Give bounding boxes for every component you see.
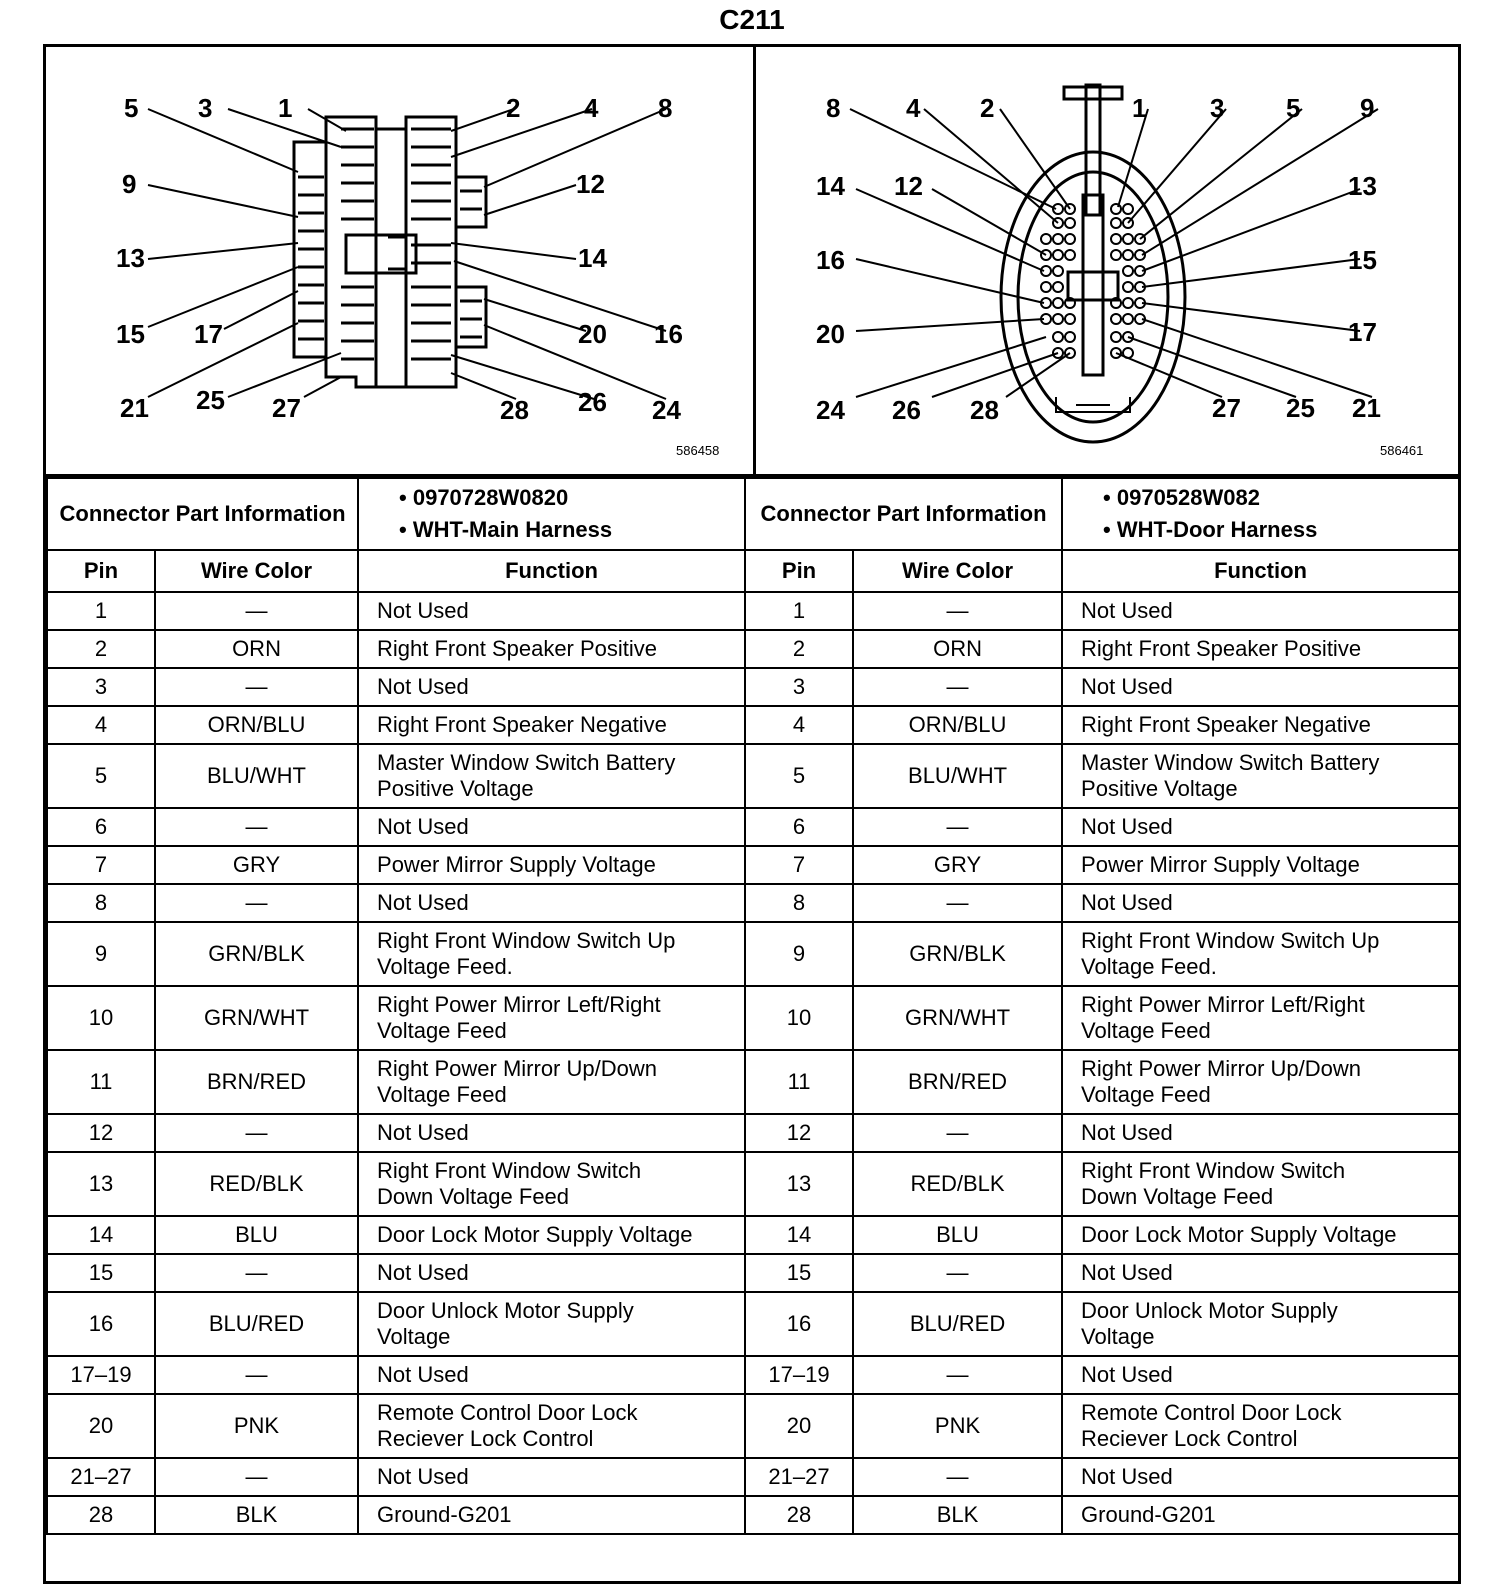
function-line: Not Used (377, 814, 469, 839)
right-pin-label: 1 (1132, 93, 1147, 123)
connector-title: C211 (719, 4, 785, 35)
right-pin-label: 12 (894, 171, 923, 201)
left-pin-label: 26 (578, 387, 607, 417)
pin-cell: 6 (47, 808, 155, 846)
function-cell (358, 986, 745, 1050)
wire-color-cell: — (853, 1458, 1062, 1496)
function-line: Down Voltage Feed (1081, 1184, 1274, 1209)
pin-cell: 10 (47, 986, 155, 1050)
pin-cell: 14 (745, 1216, 853, 1254)
function-cell (1062, 1216, 1459, 1254)
main-harness-connector-drawing (46, 47, 753, 474)
wire-color-cell: GRY (155, 846, 358, 884)
pin-cell: 3 (47, 668, 155, 706)
right-pin-label: 13 (1348, 171, 1377, 201)
pin-cell: 9 (47, 922, 155, 986)
function-line: Not Used (1081, 814, 1173, 839)
pin-cell: 21–27 (47, 1458, 155, 1496)
function-line: Not Used (1081, 1120, 1173, 1145)
function-line: Right Front Speaker Negative (1081, 712, 1371, 737)
pin-cell: 4 (745, 706, 853, 744)
table-row (47, 706, 1459, 744)
pin-cell: 11 (745, 1050, 853, 1114)
function-line: Voltage (377, 1324, 451, 1349)
table-row (47, 1114, 1459, 1152)
pin-cell: 16 (47, 1292, 155, 1356)
function-line: Reciever Lock Control (377, 1426, 594, 1451)
function-line: Door Unlock Motor Supply (1081, 1298, 1338, 1323)
wire-color-cell: ORN (155, 630, 358, 668)
function-cell (358, 630, 745, 668)
right-pin-label: 20 (816, 319, 845, 349)
left-pin-label: 4 (584, 93, 599, 123)
pin-cell: 14 (47, 1216, 155, 1254)
function-line: Right Front Window Switch (377, 1158, 642, 1183)
pin-cell: 1 (47, 592, 155, 630)
wire-color-cell: — (155, 592, 358, 630)
wire-color-cell: BLK (853, 1496, 1062, 1534)
right-pin-label: 17 (1348, 317, 1377, 347)
wire-color-cell: — (155, 1458, 358, 1496)
right-pin-label: 15 (1348, 245, 1377, 275)
function-line: Right Front Window Switch Up (377, 928, 676, 953)
function-cell (1062, 1292, 1459, 1356)
table-row (47, 846, 1459, 884)
right-diagram-ref: 586461 (1380, 443, 1424, 458)
pin-cell: 13 (745, 1152, 853, 1216)
left-pin-label: 9 (122, 169, 137, 199)
left-connector-info-label: Connector Part Information (47, 478, 358, 550)
right-pin-label: 3 (1210, 93, 1225, 123)
pin-cell: 16 (745, 1292, 853, 1356)
table-row (47, 986, 1459, 1050)
table-row (47, 630, 1459, 668)
left-pin-label: 16 (654, 319, 683, 349)
left-pin-label: 1 (278, 93, 293, 123)
function-line: Remote Control Door Lock (1081, 1400, 1342, 1425)
table-row (47, 1216, 1459, 1254)
function-line: Positive Voltage (1081, 776, 1238, 801)
function-cell (358, 1496, 745, 1534)
left-pin-label: 17 (194, 319, 223, 349)
pin-cell: 10 (745, 986, 853, 1050)
function-line: Voltage Feed. (377, 954, 513, 979)
function-line: Right Front Speaker Positive (377, 636, 658, 661)
pin-cell: 21–27 (745, 1458, 853, 1496)
table-row (47, 592, 1459, 630)
table-row (47, 1152, 1459, 1216)
function-cell (358, 1292, 745, 1356)
wire-color-cell: GRN/BLK (853, 922, 1062, 986)
right-pin-label: 8 (826, 93, 841, 123)
right-pin-label: 24 (816, 395, 845, 425)
left-pin-label: 13 (116, 243, 145, 273)
function-cell (358, 1050, 745, 1114)
pin-cell: 2 (47, 630, 155, 668)
wire-color-cell: — (155, 1356, 358, 1394)
left-pin-label: 25 (196, 385, 225, 415)
function-cell (358, 592, 745, 630)
pin-cell: 17–19 (745, 1356, 853, 1394)
function-cell (1062, 1254, 1459, 1292)
right-pin-label: 14 (816, 171, 845, 201)
pin-cell: 9 (745, 922, 853, 986)
wire-color-cell: — (853, 808, 1062, 846)
pin-cell: 12 (47, 1114, 155, 1152)
function-cell (358, 668, 745, 706)
right-connector-info-label: Connector Part Information (745, 478, 1062, 550)
wire-color-cell: GRN/WHT (853, 986, 1062, 1050)
function-cell (1062, 706, 1459, 744)
wire-color-cell: BLU/RED (853, 1292, 1062, 1356)
function-cell (358, 1356, 745, 1394)
wire-color-cell: PNK (155, 1394, 358, 1458)
function-line: Ground-G201 (1081, 1502, 1216, 1527)
pin-cell: 5 (745, 744, 853, 808)
pin-cell: 2 (745, 630, 853, 668)
table-row (47, 744, 1459, 808)
connector-frame (43, 44, 1461, 1584)
wire-color-cell: — (853, 592, 1062, 630)
function-cell (1062, 986, 1459, 1050)
right-part-number: 0970528W082 (1116, 485, 1260, 510)
function-line: Voltage Feed (377, 1082, 507, 1107)
function-line: Voltage Feed (377, 1018, 507, 1043)
function-line: Not Used (1081, 674, 1173, 699)
function-cell (1062, 884, 1459, 922)
pin-cell: 4 (47, 706, 155, 744)
wire-color-cell: GRY (853, 846, 1062, 884)
function-line: Voltage Feed (1081, 1082, 1211, 1107)
pin-cell: 8 (745, 884, 853, 922)
function-line: Right Front Speaker Negative (377, 712, 667, 737)
function-line: Not Used (377, 1362, 469, 1387)
wire-color-cell: — (155, 668, 358, 706)
wire-color-cell: GRN/BLK (155, 922, 358, 986)
diagram-row (46, 47, 1458, 477)
function-cell (358, 1458, 745, 1496)
left-pin-label: 20 (578, 319, 607, 349)
right-harness-description: WHT-Door Harness (1116, 517, 1318, 542)
function-line: Not Used (1081, 1464, 1173, 1489)
function-line: Not Used (377, 890, 469, 915)
function-line: Right Power Mirror Left/Right (1081, 992, 1365, 1017)
wire-color-cell: GRN/WHT (155, 986, 358, 1050)
right-pin-label: 9 (1360, 93, 1375, 123)
function-cell (1062, 630, 1459, 668)
wire-color-cell: ORN/BLU (853, 706, 1062, 744)
right-pin-label: 16 (816, 245, 845, 275)
pinout-table (46, 477, 1460, 1535)
left-pin-label: 21 (120, 393, 149, 423)
pin-cell: 13 (47, 1152, 155, 1216)
left-pin-label: 15 (116, 319, 145, 349)
function-cell (1062, 668, 1459, 706)
wire-color-cell: BLU (853, 1216, 1062, 1254)
wire-color-cell: RED/BLK (853, 1152, 1062, 1216)
function-cell (358, 1394, 745, 1458)
function-cell (1062, 1458, 1459, 1496)
right-pin-label: 27 (1212, 393, 1241, 423)
table-row (47, 1496, 1459, 1534)
pin-cell: 7 (745, 846, 853, 884)
function-line: Not Used (377, 1120, 469, 1145)
function-line: Not Used (377, 1464, 469, 1489)
pin-cell: 17–19 (47, 1356, 155, 1394)
function-cell (1062, 1356, 1459, 1394)
left-diagram-ref: 586458 (676, 443, 720, 458)
right-pin-label: 4 (906, 93, 921, 123)
left-pin-label: 8 (658, 93, 673, 123)
table-header-row (47, 550, 1459, 592)
left-pin-label: 5 (124, 93, 139, 123)
pin-cell: 20 (47, 1394, 155, 1458)
wire-color-cell: ORN/BLU (155, 706, 358, 744)
function-cell (1062, 1152, 1459, 1216)
table-row (47, 922, 1459, 986)
pin-cell: 11 (47, 1050, 155, 1114)
wire-color-cell: — (853, 884, 1062, 922)
right-pin-label: 21 (1352, 393, 1381, 423)
wire-color-cell: — (155, 884, 358, 922)
function-line: Right Power Mirror Left/Right (377, 992, 661, 1017)
right-pin-label: 26 (892, 395, 921, 425)
pin-cell: 7 (47, 846, 155, 884)
wire-color-cell: BRN/RED (853, 1050, 1062, 1114)
function-cell (1062, 592, 1459, 630)
wire-color-cell: BLU (155, 1216, 358, 1254)
wire-color-cell: — (853, 668, 1062, 706)
function-line: Power Mirror Supply Voltage (377, 852, 656, 877)
left-harness-description: WHT-Main Harness (412, 517, 613, 542)
table-row (47, 1458, 1459, 1496)
function-line: Right Front Speaker Positive (1081, 636, 1362, 661)
function-cell (1062, 808, 1459, 846)
wire-color-cell: RED/BLK (155, 1152, 358, 1216)
pin-cell: 15 (745, 1254, 853, 1292)
function-cell (358, 1254, 745, 1292)
wire-color-cell: BLU/RED (155, 1292, 358, 1356)
function-line: Not Used (1081, 1260, 1173, 1285)
function-cell (1062, 744, 1459, 808)
function-line: Door Lock Motor Supply Voltage (1081, 1222, 1397, 1247)
function-line: Master Window Switch Battery (377, 750, 676, 775)
pin-cell: 8 (47, 884, 155, 922)
function-cell (358, 846, 745, 884)
function-line: Voltage (1081, 1324, 1155, 1349)
function-cell (1062, 1050, 1459, 1114)
function-cell (358, 922, 745, 986)
pin-cell: 3 (745, 668, 853, 706)
function-cell (1062, 1496, 1459, 1534)
connector-info-row (47, 478, 1459, 550)
function-cell (358, 1216, 745, 1254)
pin-header: Pin (745, 550, 853, 592)
pin-header: Pin (47, 550, 155, 592)
function-cell (1062, 846, 1459, 884)
function-cell (1062, 1394, 1459, 1458)
pin-cell: 5 (47, 744, 155, 808)
function-line: Ground-G201 (377, 1502, 512, 1527)
function-cell (358, 1152, 745, 1216)
pin-cell: 28 (745, 1496, 853, 1534)
wire-color-cell: PNK (853, 1394, 1062, 1458)
pin-cell: 28 (47, 1496, 155, 1534)
wire-color-header: Wire Color (853, 550, 1062, 592)
left-pin-label: 2 (506, 93, 521, 123)
left-pin-label: 14 (578, 243, 607, 273)
pin-cell: 6 (745, 808, 853, 846)
right-pin-label: 5 (1286, 93, 1301, 123)
wire-color-cell: — (155, 1114, 358, 1152)
function-header: Function (1062, 550, 1459, 592)
function-line: Reciever Lock Control (1081, 1426, 1298, 1451)
function-line: Right Power Mirror Up/Down (377, 1056, 657, 1081)
right-pin-label: 28 (970, 395, 999, 425)
pin-cell: 1 (745, 592, 853, 630)
main-harness-connector-diagram (46, 47, 756, 474)
function-line: Right Front Window Switch (1081, 1158, 1346, 1183)
function-cell (358, 1114, 745, 1152)
function-line: Voltage Feed. (1081, 954, 1217, 979)
table-row (47, 1254, 1459, 1292)
wire-color-cell: BRN/RED (155, 1050, 358, 1114)
table-row (47, 1050, 1459, 1114)
function-line: Right Front Window Switch Up (1081, 928, 1380, 953)
wire-color-cell: — (853, 1254, 1062, 1292)
door-harness-connector-diagram (756, 47, 1458, 474)
left-pin-label: 24 (652, 395, 681, 425)
function-line: Not Used (377, 1260, 469, 1285)
function-line: Master Window Switch Battery (1081, 750, 1380, 775)
wire-color-cell: — (155, 1254, 358, 1292)
function-line: Not Used (377, 598, 469, 623)
function-cell (358, 706, 745, 744)
left-pin-label: 28 (500, 395, 529, 425)
wire-color-cell: BLU/WHT (155, 744, 358, 808)
wire-color-cell: BLU/WHT (853, 744, 1062, 808)
table-row (47, 808, 1459, 846)
function-line: Not Used (1081, 1362, 1173, 1387)
wire-color-cell: ORN (853, 630, 1062, 668)
left-pin-label: 12 (576, 169, 605, 199)
function-cell (358, 808, 745, 846)
function-line: Power Mirror Supply Voltage (1081, 852, 1360, 877)
table-row (47, 1292, 1459, 1356)
pin-cell: 12 (745, 1114, 853, 1152)
pin-cell: 15 (47, 1254, 155, 1292)
function-line: Positive Voltage (377, 776, 534, 801)
wire-color-cell: — (853, 1114, 1062, 1152)
function-cell (358, 744, 745, 808)
wire-color-cell: — (853, 1356, 1062, 1394)
function-line: Right Power Mirror Up/Down (1081, 1056, 1361, 1081)
table-row (47, 1356, 1459, 1394)
right-pin-label: 25 (1286, 393, 1315, 423)
function-cell (358, 884, 745, 922)
door-harness-connector-drawing (756, 47, 1458, 474)
function-line: Not Used (1081, 598, 1173, 623)
function-line: Voltage Feed (1081, 1018, 1211, 1043)
function-line: Down Voltage Feed (377, 1184, 570, 1209)
left-connector-info: • 0970728W0820 • WHT-Main Harness (358, 478, 745, 550)
wire-color-cell: BLK (155, 1496, 358, 1534)
function-line: Door Lock Motor Supply Voltage (377, 1222, 693, 1247)
right-connector-info: • 0970528W082 • WHT-Door Harness (1062, 478, 1459, 550)
table-row (47, 1394, 1459, 1458)
function-line: Not Used (377, 674, 469, 699)
wire-color-cell: — (155, 808, 358, 846)
right-pin-label: 2 (980, 93, 995, 123)
left-part-number: 0970728W0820 (412, 485, 569, 510)
function-cell (1062, 922, 1459, 986)
table-row (47, 884, 1459, 922)
left-pin-label: 27 (272, 393, 301, 423)
wire-color-header: Wire Color (155, 550, 358, 592)
table-row (47, 668, 1459, 706)
function-line: Remote Control Door Lock (377, 1400, 638, 1425)
function-line: Not Used (1081, 890, 1173, 915)
function-cell (1062, 1114, 1459, 1152)
function-header: Function (358, 550, 745, 592)
left-pin-label: 3 (198, 93, 213, 123)
pin-cell: 20 (745, 1394, 853, 1458)
function-line: Door Unlock Motor Supply (377, 1298, 634, 1323)
